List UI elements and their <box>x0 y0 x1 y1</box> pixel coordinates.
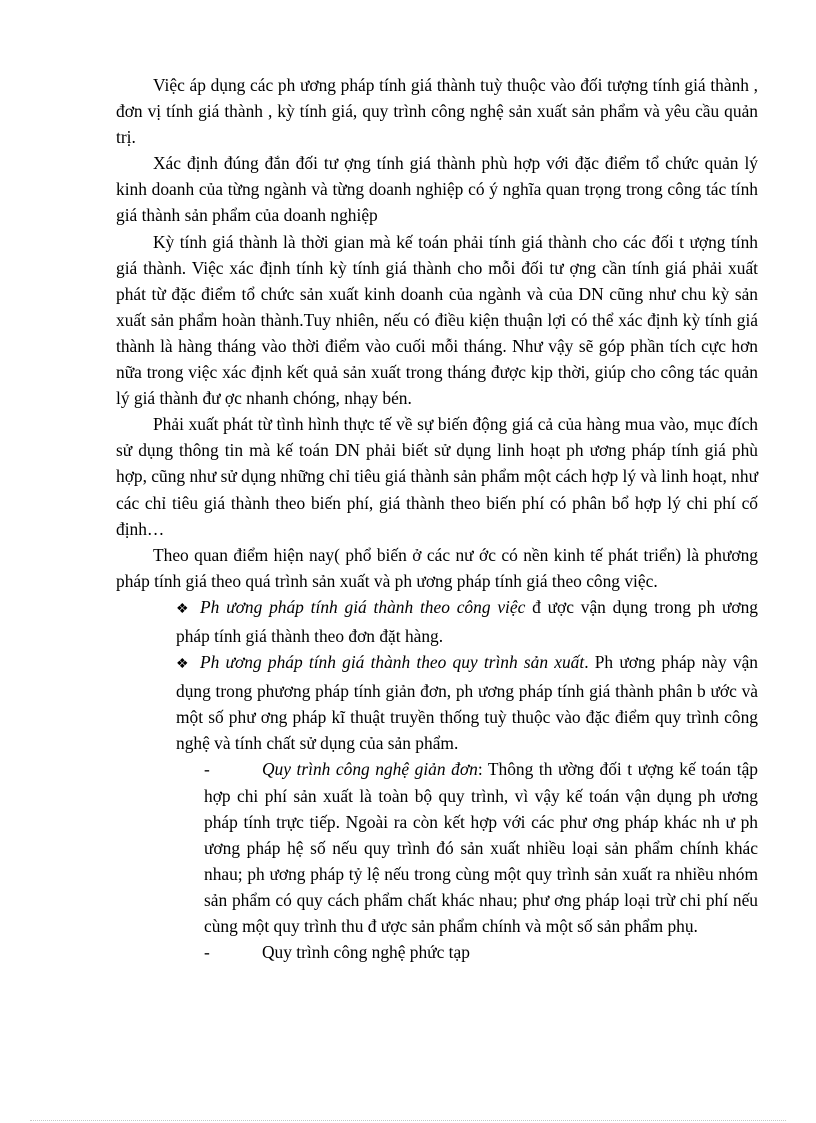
paragraph-price-fluctuation: Phải xuất phát từ tình hình thực tế về sự biến động giá cả của hàng mua vào, mục đích sử dụng thông tin mà kế toán DN phải biết sử dụng linh hoạt ph ương pháp tính giá phù hợp, cũng như sử dụng những chỉ tiêu giá thành sản phẩm một cách hợp lý và linh hoạt, như các chỉ tiêu giá thành theo biến phí, giá thành theo biến phí có phân bổ hợp lý chi phí cố định… <box>116 414 758 539</box>
diamond-bullet-icon: ❖ <box>176 657 189 673</box>
bullet-job-costing <box>116 594 758 649</box>
dash-item-simple-process-text: : Thông th ường đối t ượng kế toán tập hợp chi phí sản xuất là toàn bộ quy trình, vì vậy kế toán vận dụng ph ương pháp tính trực tiếp. Ngoài ra còn kết hợp với các phư ơng pháp khác nh ư ph ương pháp hệ số nếu quy trình đó sản xuất nhiều loại sản phẩm chính khác nhau; ph ương pháp tỷ lệ nếu trong cùng một quy trình sản xuất ra nhiều nhóm sản phẩm có quy cách phẩm chất khác nhau; phư ơng pháp loại trừ chi phí nếu cùng một quy trình thu đ ược sản phẩm chính và một số sản phẩm phụ. <box>204 759 758 936</box>
diamond-bullet-icon: ❖ <box>176 601 189 617</box>
bullet-process-costing-text: . Ph ương pháp này vận dụng trong phương pháp tính giản đơn, ph ương pháp tính giá thành phân b ước và một số phư ơng pháp kĩ thuật truyền thống tuỳ thuộc vào đặc điểm quy trình công nghệ và tính chất sử dụng của sản phẩm. <box>176 652 758 754</box>
dash-item-simple-process-title: Quy trình công nghệ giản đơn <box>262 759 478 780</box>
bullet-job-costing-text: đ ược vận dụng trong ph ương pháp tính giá thành theo đơn đặt hàng. <box>176 596 758 646</box>
dash-bullet: - <box>204 759 210 780</box>
bullet-job-costing-title: Ph ương pháp tính giá thành theo công việc <box>200 596 526 617</box>
bullet-process-costing <box>116 649 758 756</box>
paragraph-methods-intro: Việc áp dụng các ph ương pháp tính giá thành tuỳ thuộc vào đối tượng tính giá thành , đơn vị tính giá thành , kỳ tính giá, quy trình công nghệ sản xuất sản phẩm và yêu cầu quản trị. <box>116 75 758 148</box>
paragraph-cost-object: Xác định đúng đắn đối tư ợng tính giá thành phù hợp với đặc điểm tổ chức quản lý kinh doanh của từng ngành và từng doanh nghiệp có ý nghĩa quan trọng trong công tác tính giá thành sản phẩm của doanh nghiệp <box>116 153 758 226</box>
footer-divider <box>30 1120 786 1121</box>
dash-item-simple-process <box>116 756 758 939</box>
dash-item-complex-process <box>116 939 758 965</box>
paragraph-current-view: Theo quan điểm hiện nay( phổ biến ở các nư ớc có nền kinh tế phát triển) là phương pháp tính giá theo quá trình sản xuất và ph ương pháp tính giá theo công việc. <box>116 544 758 591</box>
dash-item-complex-process-text: Quy trình công nghệ phức tạp <box>262 942 470 963</box>
bullet-process-costing-title: Ph ương pháp tính giá thành theo quy trình sản xuất <box>200 652 585 673</box>
document-page <box>116 72 758 965</box>
dash-bullet: - <box>204 942 210 963</box>
paragraph-costing-period: Kỳ tính giá thành là thời gian mà kế toán phải tính giá thành cho các đối t ượng tính giá thành. Việc xác định tính kỳ tính giá thành cho mỗi đối tư ợng cần tính giá phải xuất phát từ đặc điểm tổ chức sản xuất kinh doanh của ngành và của DN cũng như chu kỳ sản xuất sản phẩm hoàn thành.Tuy nhiên, nếu có điều kiện thuận lợi có thể xác định kỳ tính giá thành là hàng tháng vào thời điểm vào cuối mỗi tháng. Như vậy sẽ góp phần tích cực hơn nữa trong việc xác định kết quả sản xuất trong tháng được kịp thời, giúp cho công tác quản lý giá thành đư ợc nhanh chóng, nhạy bén. <box>116 231 758 409</box>
